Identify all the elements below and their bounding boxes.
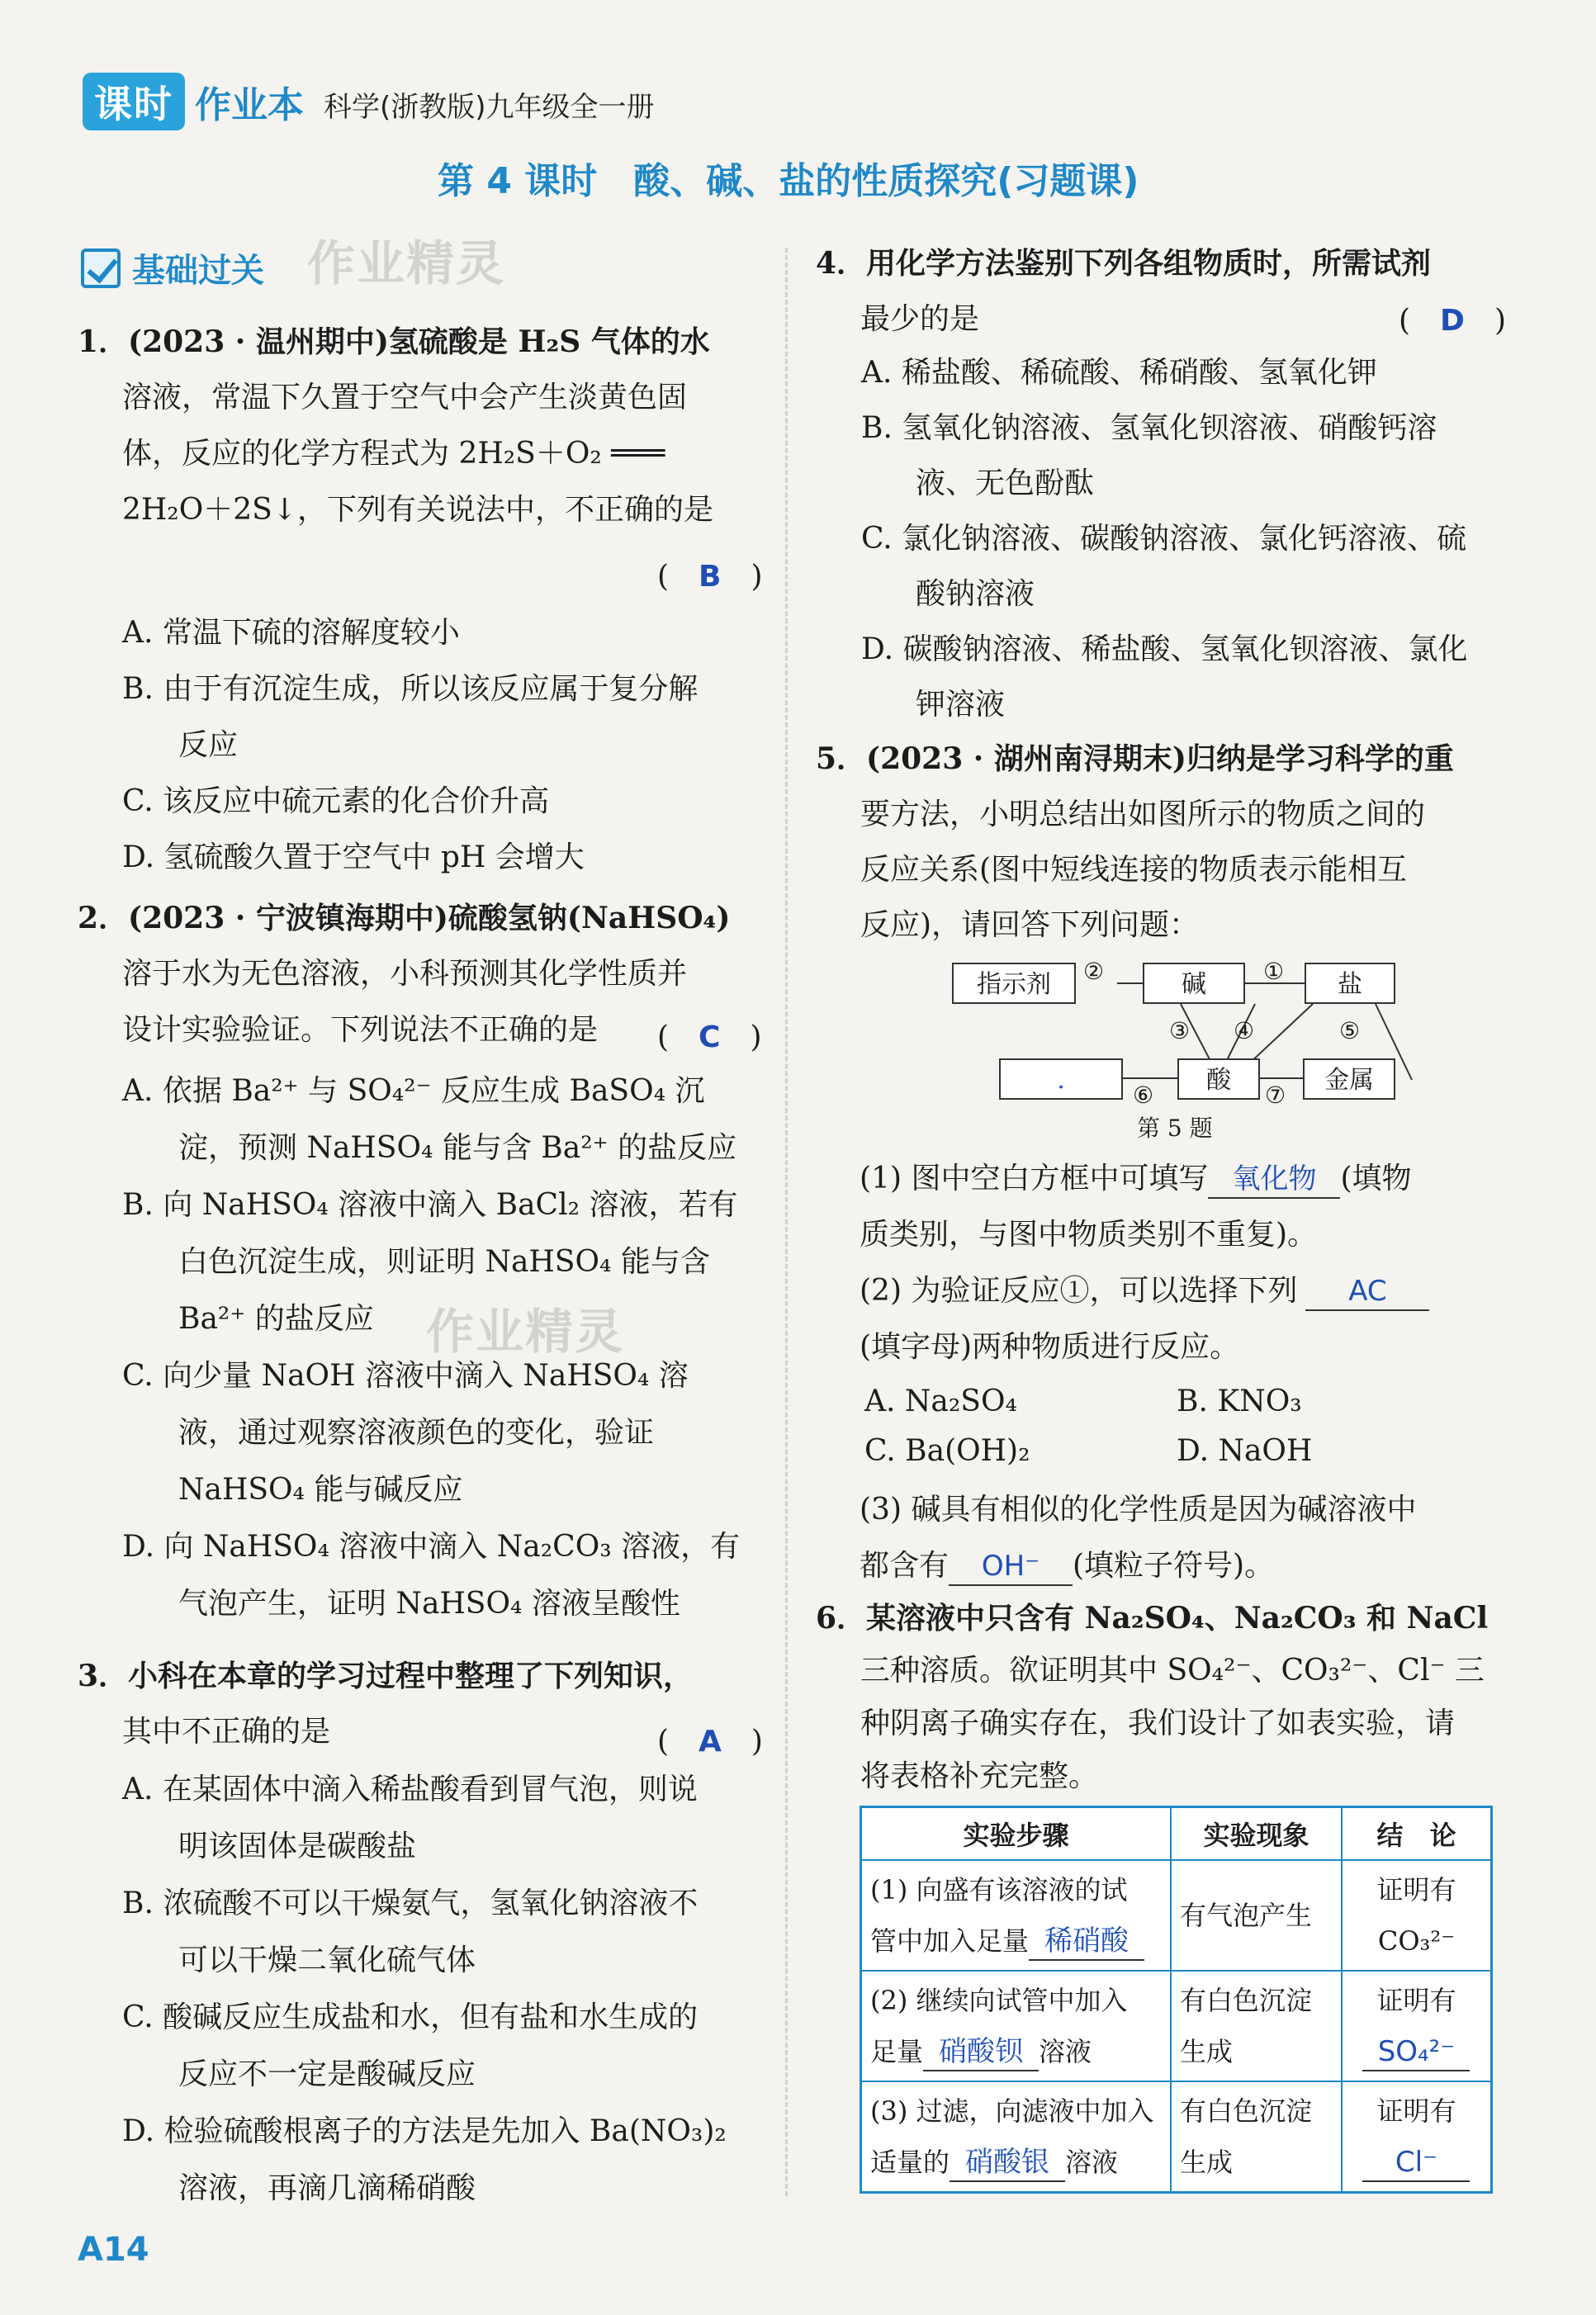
- step-text: (3) 过滤，向滤液中加入: [870, 2095, 1154, 2127]
- option: C. 酸碱反应生成盐和水，但有盐和水生成的: [122, 2000, 699, 2034]
- table-row: [861, 1860, 1492, 1971]
- table-row: [861, 1971, 1492, 2081]
- reaction-number: ⑤: [1339, 1017, 1361, 1044]
- option: 反应不一定是酸碱反应: [178, 2057, 476, 2091]
- q2-answer-bracket: ( C ): [657, 1020, 762, 1054]
- q5-p3-text: (填粒子符号)。: [1073, 1549, 1275, 1583]
- option: A. 在某固体中滴入稀盐酸看到冒气泡，则说: [122, 1773, 698, 1806]
- step-answer: 稀硝酸: [1029, 1923, 1144, 1961]
- q5-p1-text: (1) 图中空白方框中可填写: [860, 1162, 1209, 1195]
- phenomenon-cell: 有白色沉淀生成: [1171, 2081, 1342, 2193]
- q5-line: 要方法，小明总结出如图所示的物质之间的: [860, 798, 1426, 831]
- q5-p3-answer: OH⁻: [949, 1548, 1073, 1586]
- option: NaHSO₄ 能与碱反应: [178, 1473, 463, 1507]
- q3-line: 3．小科在本章的学习过程中整理了下列知识，: [78, 1659, 694, 1693]
- q4-line: 最少的是: [860, 302, 980, 336]
- q5-p1-answer: 氧化物: [1208, 1161, 1340, 1199]
- option: D. NaOH: [1177, 1434, 1313, 1468]
- q2-line: 溶于水为无色溶液，小科预测其化学性质并: [122, 957, 688, 991]
- option: 可以干燥二氧化硫气体: [178, 1943, 476, 1977]
- diagram-box-base: 碱: [1143, 963, 1245, 1004]
- diagram-caption: 第 5 题: [1137, 1115, 1213, 1142]
- option: C. Ba(OH)₂: [864, 1434, 1030, 1468]
- option: B. KNO₃: [1177, 1385, 1302, 1418]
- q5-part2: [860, 1263, 1429, 1375]
- step-text: 溶液: [1065, 2147, 1119, 2178]
- q1-answer-bracket: ( B ): [657, 560, 763, 594]
- page-number: A14: [78, 2231, 149, 2269]
- header: [83, 73, 655, 130]
- conclusion-answer: SO₄²⁻: [1362, 2033, 1470, 2071]
- option: C. 该反应中硫元素的化合价升高: [122, 784, 550, 818]
- diagram-box-blank: .: [999, 1058, 1123, 1100]
- table-row: [861, 2081, 1492, 2193]
- option: 酸钠溶液: [916, 577, 1035, 611]
- q5-p2-options: [864, 1377, 1312, 1476]
- q4-answer-bracket: ( D ): [1399, 304, 1506, 338]
- option: B. 向 NaHSO₄ 溶液中滴入 BaCl₂ 溶液，若有: [122, 1188, 738, 1222]
- option: A. 常温下硫的溶解度较小: [122, 616, 460, 650]
- column-divider: [785, 248, 788, 2196]
- step-cell: [861, 1971, 1171, 2081]
- q1-line: 溶液，常温下久置于空气中会产生淡黄色固: [122, 381, 688, 414]
- q5-p3-text: 都含有: [860, 1549, 950, 1583]
- option: D. 氢硫酸久置于空气中 pH 会增大: [122, 840, 585, 874]
- reaction-number: ⑥: [1133, 1082, 1154, 1109]
- q2-stem: [78, 890, 730, 1058]
- table-header-row: [861, 1807, 1492, 1861]
- q5-line: 5．(2023 · 湖州南浔期末)归纳是学习科学的重: [816, 741, 1454, 776]
- q2-line: 2．(2023 · 宁波镇海期中)硫酸氢钠(NaHSO₄): [78, 901, 731, 935]
- section-tag: [81, 244, 264, 291]
- reaction-number: ①: [1263, 958, 1285, 985]
- conclusion-text: 证明有: [1376, 1985, 1456, 2016]
- conclusion-ion: CO₃²⁻: [1377, 1925, 1456, 1957]
- step-text: 管中加入足量: [870, 1925, 1030, 1957]
- option: 气泡产生，证明 NaHSO₄ 溶液呈酸性: [178, 1587, 680, 1621]
- option: A. Na₂SO₄: [864, 1385, 1017, 1418]
- q3-stem: [78, 1648, 693, 1760]
- step-answer: 硝酸银: [950, 2144, 1065, 2182]
- reaction-diagram: [977, 958, 1544, 1139]
- q1-line: 1．(2023 · 温州期中)氢硫酸是 H₂S 气体的水: [78, 324, 710, 359]
- conclusion-answer: Cl⁻: [1362, 2144, 1470, 2182]
- q2-line: 设计实验验证。下列说法不正确的是: [122, 1013, 599, 1047]
- book-subtitle: 科学(浙教版)九年级全一册: [324, 90, 655, 124]
- phenomenon-cell: 有气泡产生: [1171, 1860, 1342, 1971]
- option: A. 稀盐酸、稀硫酸、稀硝酸、氢氧化钾: [861, 356, 1377, 390]
- option: A. 依据 Ba²⁺ 与 SO₄²⁻ 反应生成 BaSO₄ 沉: [122, 1074, 705, 1108]
- q5-line: 反应关系(图中短线连接的物质表示能相互: [860, 853, 1408, 887]
- option: 溶液，再滴几滴稀硝酸: [178, 2171, 476, 2205]
- q5-line: 反应)，请回答下列问题：: [860, 908, 1200, 942]
- q5-p1-line2: 质类别，与图中物质类别不重复)。: [860, 1218, 1318, 1252]
- option: 明该固体是碳酸盐: [178, 1830, 417, 1863]
- option: 淀，预测 NaHSO₄ 能与含 Ba²⁺ 的盐反应: [178, 1131, 737, 1165]
- reaction-number: ②: [1083, 958, 1105, 985]
- step-text: (1) 向盛有该溶液的试: [870, 1874, 1128, 1905]
- brand-logo: 课时: [83, 73, 185, 130]
- reaction-number: ④: [1234, 1017, 1255, 1044]
- diagram-box-salt: 盐: [1305, 963, 1395, 1004]
- header-cell: 实验步骤: [861, 1807, 1171, 1861]
- conclusion-cell: [1342, 1971, 1492, 2081]
- option: 液，通过观察溶液颜色的变化，验证: [178, 1416, 655, 1450]
- q1-line: 2H₂O＋2S↓，下列有关说法中，不正确的是: [122, 493, 713, 527]
- lesson-title: 第 4 课时 酸、碱、盐的性质探究(习题课): [438, 160, 1139, 202]
- q4-stem: [816, 235, 1431, 348]
- option: B. 氢氧化钠溶液、氢氧化钡溶液、硝酸钙溶: [861, 411, 1437, 445]
- reaction-number: ③: [1169, 1017, 1191, 1044]
- watermark: 作业精灵: [307, 235, 506, 291]
- q1-line: 体，反应的化学方程式为 2H₂S＋O₂ ═══: [122, 437, 665, 471]
- q6-stem: [816, 1592, 1488, 1803]
- header-cell: 实验现象: [1171, 1807, 1342, 1861]
- header-cell: 结 论: [1342, 1807, 1492, 1861]
- reaction-number: ⑦: [1265, 1082, 1286, 1109]
- checkbox-icon: [81, 249, 121, 288]
- brand-name: 作业本: [195, 84, 304, 126]
- watermark: 作业精灵: [426, 1304, 625, 1360]
- option: 钾溶液: [916, 688, 1006, 722]
- diagram-box-metal: 金属: [1303, 1058, 1395, 1100]
- q1-stem: [78, 314, 713, 538]
- q6-line: 6．某溶液中只含有 Na₂SO₄、Na₂CO₃ 和 NaCl: [816, 1601, 1489, 1636]
- q3-line: 其中不正确的是: [122, 1715, 331, 1749]
- option: Ba²⁺ 的盐反应: [178, 1302, 374, 1336]
- q6-line: 三种溶质。欲证明其中 SO₄²⁻、CO₃²⁻、Cl⁻ 三: [860, 1654, 1485, 1688]
- q5-p1-text: (填物: [1340, 1162, 1412, 1195]
- option: 液、无色酚酞: [916, 466, 1095, 500]
- option: C. 向少量 NaOH 溶液中滴入 NaHSO₄ 溶: [122, 1359, 689, 1393]
- conclusion-text: 证明有: [1376, 2095, 1456, 2127]
- option: D. 检验硫酸根离子的方法是先加入 Ba(NO₃)₂: [122, 2114, 727, 2148]
- q5-p2-answer: AC: [1305, 1273, 1429, 1311]
- q1-options: [122, 605, 698, 886]
- option: B. 由于有沉淀生成，所以该反应属于复分解: [122, 672, 699, 706]
- q5-p2-text: (2) 为验证反应①，可以选择下列: [860, 1274, 1298, 1308]
- q5-p2-line2: (填字母)两种物质进行反应。: [860, 1330, 1240, 1364]
- q6-line: 将表格补充完整。: [860, 1759, 1099, 1793]
- option: D. 向 NaHSO₄ 溶液中滴入 Na₂CO₃ 溶液，有: [122, 1530, 741, 1564]
- diagram-box-indicator: 指示剂: [952, 963, 1076, 1004]
- conclusion-text: 证明有: [1376, 1874, 1456, 1905]
- q5-part3: [860, 1482, 1416, 1594]
- option: 反应: [178, 728, 239, 762]
- conclusion-cell: [1342, 1860, 1492, 1971]
- diagram-lines: [1016, 958, 1544, 1139]
- conclusion-cell: [1342, 2081, 1492, 2193]
- step-cell: [861, 2081, 1171, 2193]
- q2-options: [122, 1063, 740, 1632]
- q4-options: [861, 345, 1467, 732]
- q1-answer: B: [699, 560, 722, 594]
- option: C. 氯化钠溶液、碳酸钠溶液、氯化钙溶液、硫: [861, 522, 1467, 556]
- step-answer: 硝酸钡: [923, 2033, 1039, 2071]
- step-text: 溶液: [1039, 2036, 1092, 2067]
- q3-answer: A: [699, 1725, 722, 1759]
- q4-line: 4．用化学方法鉴别下列各组物质时，所需试剂: [816, 246, 1432, 281]
- phenomenon-cell: 有白色沉淀生成: [1171, 1971, 1342, 2081]
- option: B. 浓硫酸不可以干燥氨气，氢氧化钠溶液不: [122, 1887, 699, 1920]
- option: D. 碳酸钠溶液、稀盐酸、氢氧化钡溶液、氯化: [861, 632, 1468, 666]
- experiment-table: [860, 1806, 1493, 2194]
- step-text: (2) 继续向试管中加入: [870, 1985, 1128, 2016]
- step-text: 适量的: [870, 2147, 950, 2178]
- step-cell: [861, 1860, 1171, 1971]
- q5-p3-line1: (3) 碱具有相似的化学性质是因为碱溶液中: [860, 1493, 1417, 1527]
- section-label: 基础过关: [132, 252, 264, 290]
- option: 白色沉淀生成，则证明 NaHSO₄ 能与含: [178, 1245, 710, 1279]
- q2-answer: C: [699, 1020, 721, 1054]
- q3-options: [122, 1761, 727, 2217]
- q5-part1: [860, 1151, 1412, 1263]
- q4-answer: D: [1440, 304, 1465, 338]
- diagram-box-acid: 酸: [1177, 1058, 1260, 1100]
- q3-answer-bracket: ( A ): [657, 1725, 763, 1759]
- q5-stem: [816, 731, 1454, 953]
- step-text: 足量: [870, 2036, 924, 2067]
- q6-line: 种阴离子确实存在，我们设计了如表实验，请: [860, 1707, 1456, 1740]
